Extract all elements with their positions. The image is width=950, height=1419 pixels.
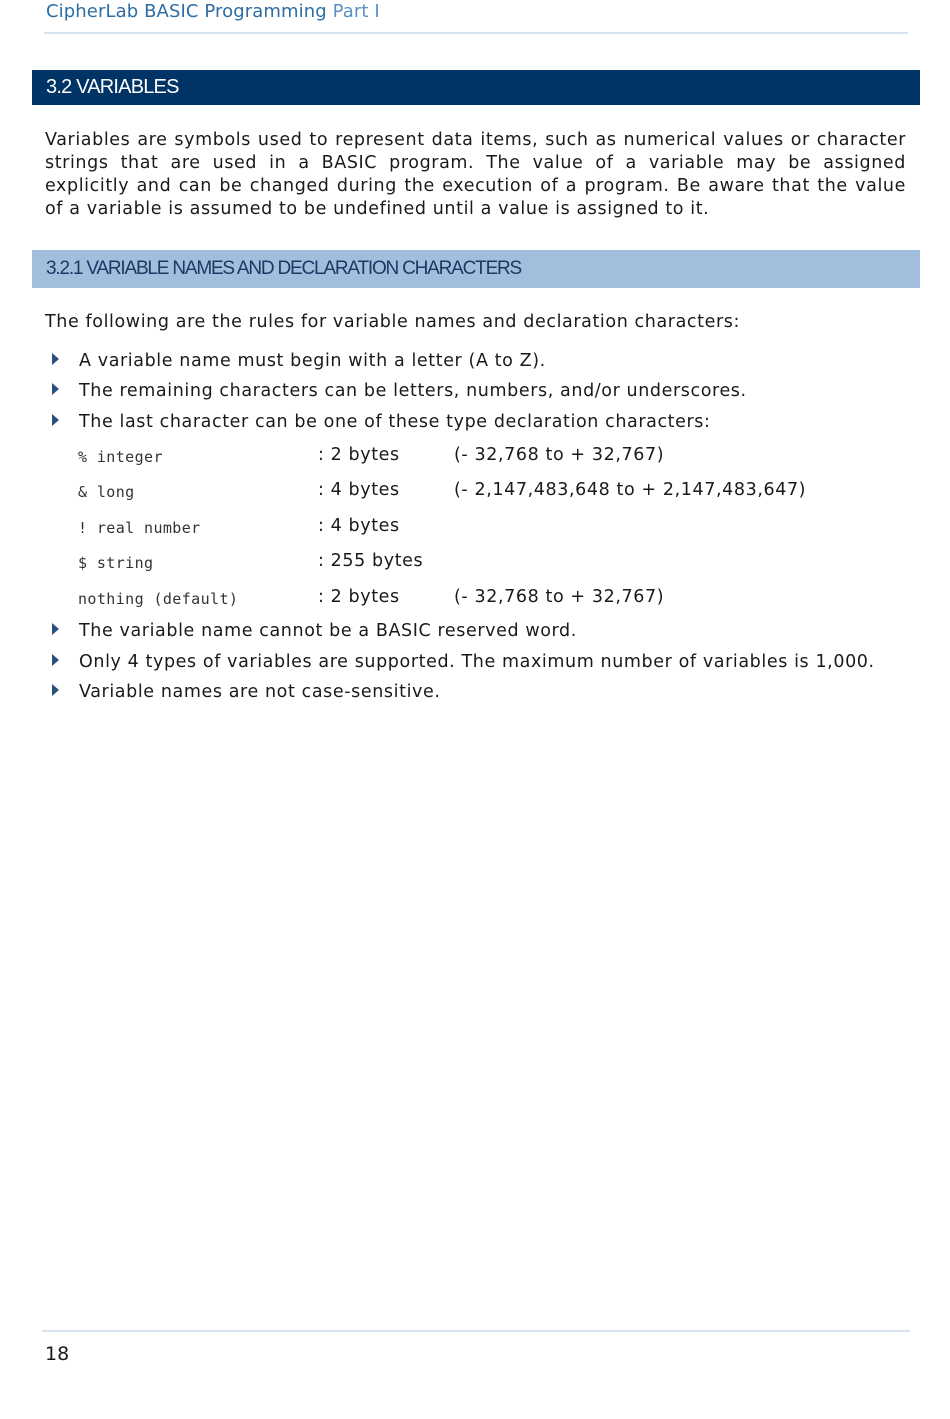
type-size: : 2 bytes bbox=[318, 445, 400, 465]
section-paragraph: Variables are symbols used to represent data items, such as numerical values or character strings that are used in a BASIC program. The value of a variable may be assigned explicitly and can be changed during the execution of a program. Be aware that the value of a variable is assumed to be undefined until a value is assigned to it. bbox=[45, 130, 906, 219]
list-item bbox=[52, 350, 546, 373]
type-size: : 4 bytes bbox=[318, 516, 400, 536]
list-item-text: Only 4 types of variables are supported. The maximum number of variables is 1,000. bbox=[79, 652, 875, 672]
list-item-text: The remaining characters can be letters, numbers, and/or underscores. bbox=[79, 381, 747, 401]
rules-intro: The following are the rules for variable names and declaration characters: bbox=[45, 312, 740, 332]
triangle-bullet-icon bbox=[52, 684, 59, 696]
header-part: Part I bbox=[332, 1, 380, 22]
type-range: (- 32,768 to + 32,767) bbox=[454, 587, 665, 607]
triangle-bullet-icon bbox=[52, 414, 59, 426]
list-item-text: The last character can be one of these type declaration characters: bbox=[79, 412, 711, 432]
header-divider bbox=[44, 32, 908, 34]
type-range: (- 2,147,483,648 to + 2,147,483,647) bbox=[454, 480, 807, 500]
type-size: : 255 bytes bbox=[318, 551, 424, 571]
list-item bbox=[52, 651, 875, 674]
list-item bbox=[52, 620, 577, 643]
list-item-text: A variable name must begin with a letter (A to Z). bbox=[79, 351, 546, 371]
list-item bbox=[52, 681, 441, 704]
section-heading: 3.2 VARIABLES bbox=[32, 70, 920, 105]
type-declarator: $ string bbox=[78, 554, 154, 572]
type-range: (- 32,768 to + 32,767) bbox=[454, 445, 665, 465]
subsection-heading: 3.2.1 VARIABLE NAMES AND DECLARATION CHARACTERS bbox=[32, 250, 920, 288]
type-declarator: % integer bbox=[78, 448, 163, 466]
triangle-bullet-icon bbox=[52, 654, 59, 666]
triangle-bullet-icon bbox=[52, 383, 59, 395]
type-declarator: nothing (default) bbox=[78, 590, 239, 608]
triangle-bullet-icon bbox=[52, 353, 59, 365]
list-item-text: The variable name cannot be a BASIC reserved word. bbox=[79, 621, 577, 641]
type-size: : 4 bytes bbox=[318, 480, 400, 500]
type-declarator: & long bbox=[78, 483, 135, 501]
list-item-text: Variable names are not case-sensitive. bbox=[79, 682, 441, 702]
header-title: CipherLab BASIC Programming bbox=[46, 1, 327, 22]
type-size: : 2 bytes bbox=[318, 587, 400, 607]
triangle-bullet-icon bbox=[52, 623, 59, 635]
list-item bbox=[52, 411, 711, 434]
footer-divider bbox=[42, 1330, 910, 1332]
list-item bbox=[52, 380, 747, 403]
running-header bbox=[46, 1, 380, 22]
type-declarator: ! real number bbox=[78, 519, 201, 537]
page-number: 18 bbox=[45, 1343, 70, 1365]
